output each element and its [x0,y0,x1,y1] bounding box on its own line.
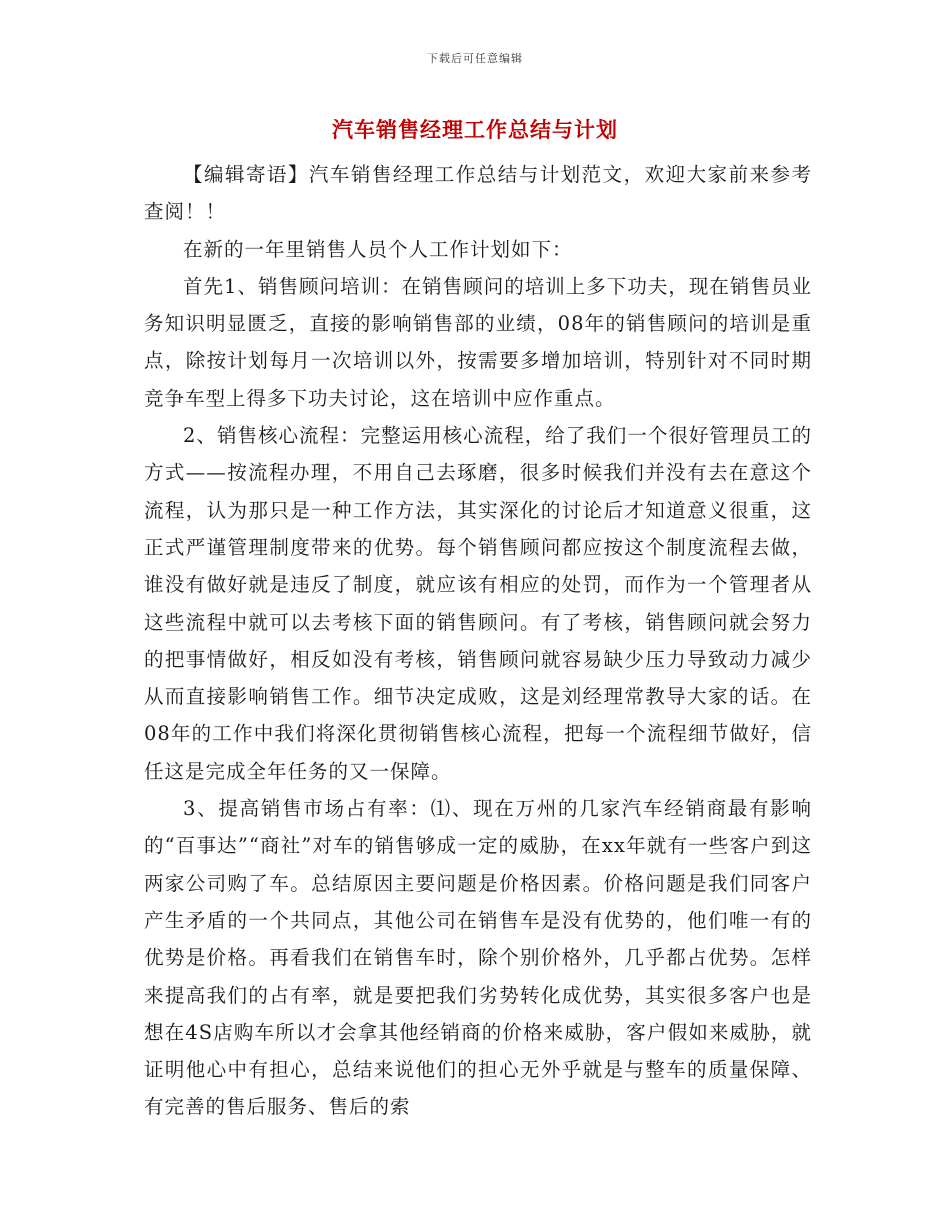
paragraph-editor-note: 【编辑寄语】汽车销售经理工作总结与计划范文，欢迎大家前来参考查阅！！ [144,163,812,224]
document-body [144,156,812,1126]
paragraph-intro: 在新的一年里销售人员个人工作计划如下： [183,237,573,261]
paragraph-market-share: 3、提高销售市场占有率：⑴、现在万州的几家汽车经销商最有影响的“百事达”“商社”对车的销售够成一定的威胁，在xx年就有一些客户到这两家公司购了车。总结原因主要问题是价格因素。价格问题是我们同客户产生矛盾的一个共同点，其他公司在销售车是没有优势的，他们唯一有的优势是价格。再看我们在销售车时，除个别价格外，几乎都占优势。怎样来提高我们的占有率，就是要把我们劣势转化成优势，其实很多客户也是想在4S店购车所以才会拿其他经销商的价格来威胁，客户假如来威胁，就证明他心中有担心，总结来说他们的担心无外乎就是与整车的质量保障、有完善的售后服务、售后的索 [144,797,812,1119]
header-note: 下载后可任意编辑 [427,52,523,65]
document-title: 汽车销售经理工作总结与计划 [332,117,618,142]
paragraph-training: 首先1、销售顾问培训：在销售顾问的培训上多下功夫，现在销售员业务知识明显匮乏，直接的影响销售部的业绩，08年的销售顾问的培训是重点，除按计划每月一次培训以外，按需要多增加培训，特别针对不同时期竞争车型上得多下功夫讨论，这在培训中应作重点。 [144,274,812,410]
paragraph-core-process: 2、销售核心流程：完整运用核心流程，给了我们一个很好管理员工的方式——按流程办理，不用自己去琢磨，很多时候我们并没有去在意这个流程，认为那只是一种工作方法，其实深化的讨论后才知道意义很重，这正式严谨管理制度带来的优势。每个销售顾问都应按这个制度流程去做，谁没有做好就是违反了制度，就应该有相应的处罚，而作为一个管理者从这些流程中就可以去考核下面的销售顾问。有了考核，销售顾问就会努力的把事情做好，相反如没有考核，销售顾问就容易缺少压力导致动力减少从而直接影响销售工作。细节决定成败，这是刘经理常教导大家的话。在08年的工作中我们将深化贯彻销售核心流程，把每一个流程细节做好，信任这是完成全年任务的又一保障。 [144,424,812,783]
